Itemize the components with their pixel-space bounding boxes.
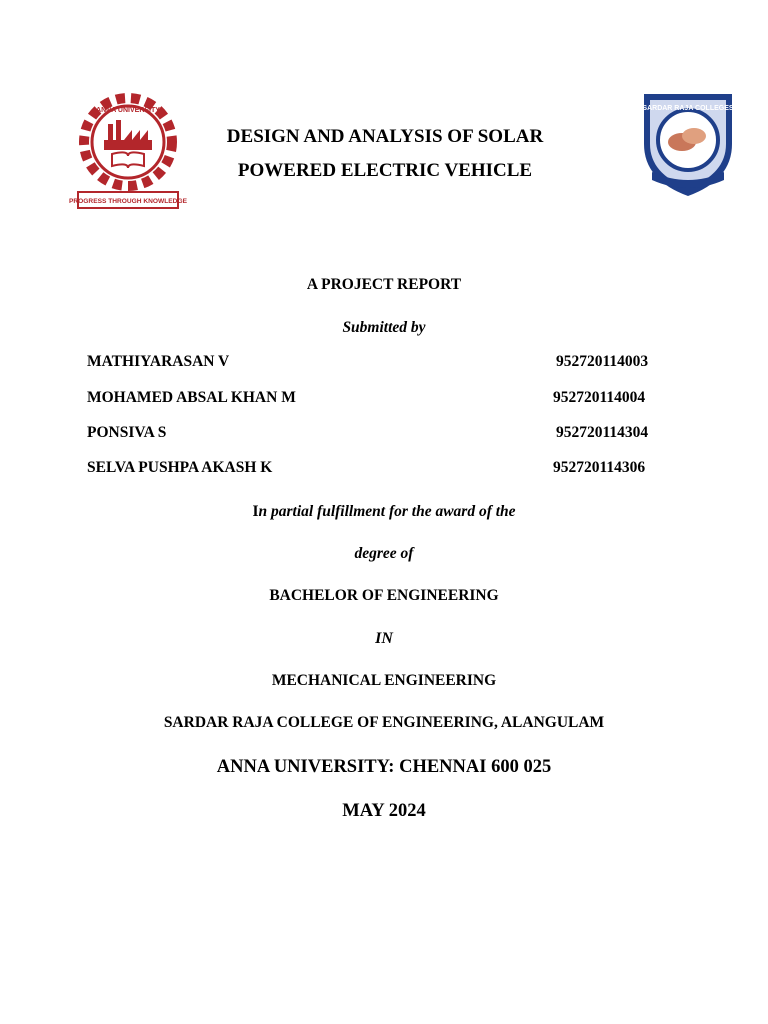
logo-banner-text: PROGRESS THROUGH KNOWLEDGE <box>69 198 187 205</box>
university-name: ANNA UNIVERSITY: CHENNAI 600 025 <box>216 757 552 777</box>
fulfillment-line-1 <box>0 503 768 521</box>
anna-university-logo <box>69 92 187 212</box>
logo-ring-text: SARDAR RAJA COLLEGES <box>642 105 734 112</box>
title-line-1: DESIGN AND ANALYSIS OF SOLAR <box>226 126 544 147</box>
college-name: SARDAR RAJA COLLEGE OF ENGINEERING, ALANGULAM <box>163 714 605 731</box>
branch: MECHANICAL ENGINEERING <box>271 672 497 689</box>
fulfillment-text: n partial fulfillment for the award of the <box>258 503 516 520</box>
sardar-raja-colleges-logo <box>632 84 744 200</box>
student-name: SELVA PUSHPA AKASH K <box>87 459 273 476</box>
report-type: A PROJECT REPORT <box>306 276 462 293</box>
student-name: MOHAMED ABSAL KHAN M <box>87 389 296 406</box>
fulfillment-initial: I <box>252 503 259 520</box>
student-reg-number: 952720114003 <box>556 353 649 370</box>
in-word: IN <box>375 630 393 647</box>
student-name: MATHIYARASAN V <box>87 353 230 370</box>
fulfillment-line-2: degree of <box>354 545 414 562</box>
logo-ring-text: ANNA UNIVERSITY <box>96 107 160 114</box>
submission-date: MAY 2024 <box>342 801 426 821</box>
student-reg-number: 952720114304 <box>556 424 649 441</box>
student-reg-number: 952720114004 <box>553 389 646 406</box>
student-name: PONSIVA S <box>87 424 167 441</box>
submitted-by: Submitted by <box>342 319 426 336</box>
student-reg-number: 952720114306 <box>553 459 646 476</box>
title-line-2: POWERED ELECTRIC VEHICLE <box>237 160 533 181</box>
degree: BACHELOR OF ENGINEERING <box>269 587 499 604</box>
